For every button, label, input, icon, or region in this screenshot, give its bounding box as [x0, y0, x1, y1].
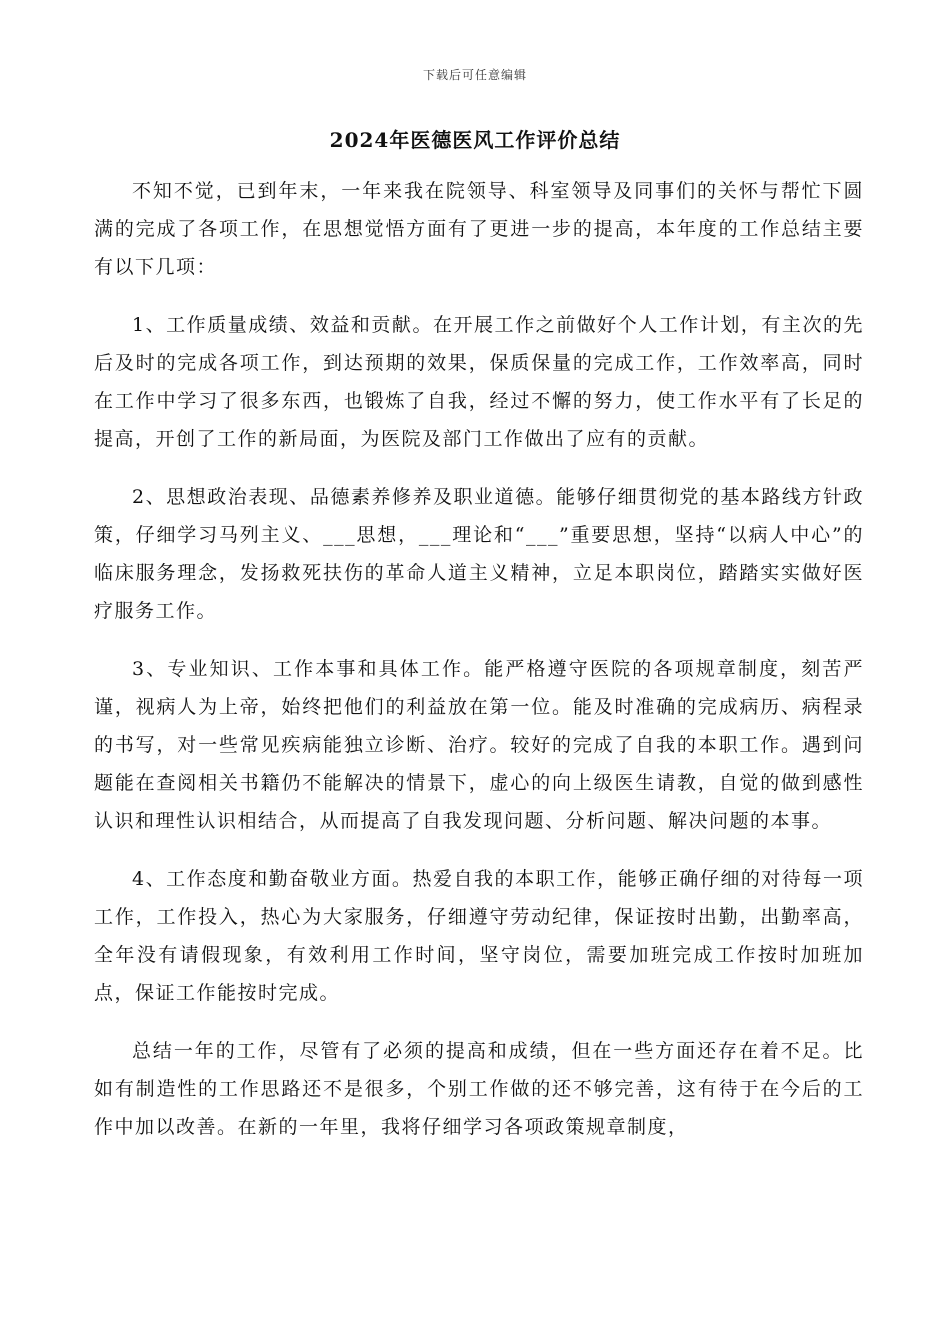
paragraph-item-3: 3、专业知识、工作本事和具体工作。能严格遵守医院的各项规章制度，刻苦严谨，视病人为上帝，始终把他们的利益放在第一位。能及时准确的完成病历、病程录的书写，对一些常见疾病能独立诊断、治疗。较好的完成了自我的本职工作。遇到问题能在查阅相关书籍仍不能解决的情景下，虚心的向上级医生请教，自觉的做到感性认识和理性认识相结合，从而提高了自我发现问题、分析问题、解决问题的本事。 [94, 658, 864, 832]
document-body [94, 172, 864, 1166]
paragraph-item-2: 2、思想政治表现、品德素养修养及职业道德。能够仔细贯彻党的基本路线方针政策，仔细学习马列主义、___思想，___理论和“___”重要思想，坚持“以病人中心”的临床服务理念，发扬救死扶伤的革命人道主义精神，立足本职岗位，踏踏实实做好医疗服务工作。 [94, 486, 864, 622]
paragraph-intro: 不知不觉，已到年末，一年来我在院领导、科室领导及同事们的关怀与帮忙下圆满的完成了各项工作，在思想觉悟方面有了更进一步的提高，本年度的工作总结主要有以下几项： [94, 180, 864, 278]
document-title: 2024年医德医风工作评价总结 [329, 128, 621, 152]
paragraph-item-1: 1、工作质量成绩、效益和贡献。在开展工作之前做好个人工作计划，有主次的先后及时的完成各项工作，到达预期的效果，保质保量的完成工作，工作效率高，同时在工作中学习了很多东西，也锻炼了自我，经过不懈的努力，使工作水平有了长足的提高，开创了工作的新局面，为医院及部门工作做出了应有的贡献。 [94, 314, 864, 450]
paragraph-summary: 总结一年的工作，尽管有了必须的提高和成绩，但在一些方面还存在着不足。比如有制造性的工作思路还不是很多，个别工作做的还不够完善，这有待于在今后的工作中加以改善。在新的一年里，我将仔细学习各项政策规章制度， [94, 1040, 864, 1138]
header-note: 下载后可任意编辑 [422, 68, 527, 82]
paragraph-item-4: 4、工作态度和勤奋敬业方面。热爱自我的本职工作，能够正确仔细的对待每一项工作，工作投入，热心为大家服务，仔细遵守劳动纪律，保证按时出勤，出勤率高，全年没有请假现象，有效利用工作时间，坚守岗位，需要加班完成工作按时加班加点，保证工作能按时完成。 [94, 868, 864, 1004]
